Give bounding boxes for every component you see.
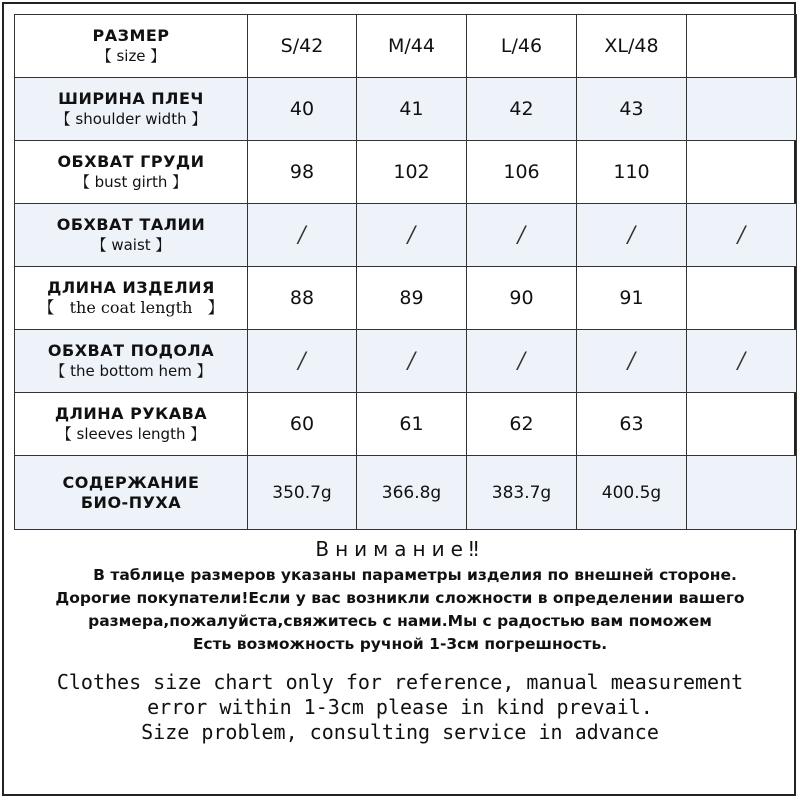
value-cell (357, 204, 467, 267)
row-label-ru-second-line: БИО-ПУХА (80, 492, 182, 512)
size-cell (467, 15, 577, 78)
note-en-line: error within 1-3cm please in kind prevail. (147, 695, 653, 719)
measurement-value: / (737, 222, 746, 248)
value-cell (687, 141, 797, 204)
table-row-down-content (15, 456, 797, 530)
measurement-value: 350.7g (272, 482, 332, 503)
row-label (15, 456, 248, 530)
row-label-en: 【 waist 】 (91, 236, 171, 254)
value-cell (467, 456, 577, 530)
value-cell (248, 141, 357, 204)
note-ru-line: В таблице размеров указаны параметры изделия по внешней стороне. (93, 566, 737, 584)
value-cell (357, 456, 467, 530)
size-cell (357, 15, 467, 78)
value-cell (357, 330, 467, 393)
measurement-value: 40 (289, 98, 315, 120)
row-label-ru: ДЛИНА РУКАВА (54, 404, 208, 423)
measurement-value: 63 (619, 413, 644, 435)
table-row-shoulder-width (15, 78, 797, 141)
row-label-en: 【 the bottom hem 】 (50, 362, 212, 380)
size-label: M/44 (388, 35, 435, 57)
row-label (15, 141, 248, 204)
row-label (15, 15, 248, 78)
note-ru-line: Дорогие покупатели!Если у вас возникли сложности в определении вашего (55, 589, 745, 607)
value-cell (248, 267, 357, 330)
value-cell (687, 456, 797, 530)
table-header-row (15, 15, 797, 78)
note-en-block (0, 670, 800, 745)
value-cell (577, 267, 687, 330)
size-label: L/46 (500, 35, 543, 57)
size-cell (248, 15, 357, 78)
size-label: S/42 (280, 35, 324, 57)
note-en-line: Clothes size chart only for reference, manual measurement (56, 670, 744, 694)
measurement-value: 89 (399, 287, 424, 309)
table-row-coat-length (15, 267, 797, 330)
measurement-value: 42 (509, 98, 534, 120)
row-label (15, 78, 248, 141)
value-cell (687, 267, 797, 330)
value-cell (577, 456, 687, 530)
value-cell (687, 330, 797, 393)
row-label (15, 330, 248, 393)
measurement-value: 41 (399, 98, 424, 120)
measurement-value: 383.7g (491, 482, 552, 503)
value-cell (577, 141, 687, 204)
value-cell (577, 330, 687, 393)
value-cell (577, 78, 687, 141)
value-cell (357, 78, 467, 141)
measurement-value: 106 (503, 161, 540, 183)
measurement-value: 60 (289, 413, 315, 435)
value-cell (248, 456, 357, 530)
row-label-ru: СОДЕРЖАНИЕ (62, 472, 200, 492)
measurement-value: 90 (509, 287, 534, 309)
measurement-value: / (517, 222, 526, 248)
notes-section (0, 530, 800, 745)
value-cell (248, 393, 357, 456)
row-label-en: 【 the coat length 】 (38, 298, 224, 317)
note-ru-line: Есть возможность ручной 1-3см погрешность. (192, 635, 608, 653)
row-label-en: 【 bust girth 】 (74, 173, 188, 191)
measurement-value: / (407, 222, 416, 248)
value-cell (248, 78, 357, 141)
measurement-value: / (298, 222, 306, 248)
measurement-value: 91 (619, 287, 644, 309)
measurement-value: 102 (393, 161, 430, 183)
table-row-bust-girth (15, 141, 797, 204)
row-label-ru: ОБХВАТ ГРУДИ (57, 152, 205, 171)
row-label-ru: ДЛИНА ИЗДЕЛИЯ (47, 278, 215, 297)
value-cell (687, 393, 797, 456)
measurement-value: / (407, 348, 416, 374)
value-cell (248, 330, 357, 393)
table-row-waist (15, 204, 797, 267)
size-cell (577, 15, 687, 78)
value-cell (467, 330, 577, 393)
row-label-en: 【 shoulder width 】 (55, 110, 207, 128)
measurement-value: 43 (619, 98, 644, 120)
table-row-sleeves-length (15, 393, 797, 456)
size-label: XL/48 (604, 35, 659, 57)
value-cell (357, 141, 467, 204)
value-cell (467, 267, 577, 330)
value-cell (687, 78, 797, 141)
measurement-value: / (627, 222, 636, 248)
row-label (15, 393, 248, 456)
row-label-ru: ОБХВАТ ТАЛИИ (56, 215, 206, 234)
value-cell (467, 141, 577, 204)
attention-heading: Внимание‼ (315, 537, 485, 561)
table-row-bottom-hem (15, 330, 797, 393)
value-cell (467, 393, 577, 456)
value-cell (467, 78, 577, 141)
row-label (15, 204, 248, 267)
measurement-value: 61 (399, 413, 424, 435)
measurement-value: 110 (613, 161, 650, 183)
value-cell (687, 204, 797, 267)
value-cell (577, 204, 687, 267)
measurement-value: / (627, 348, 636, 374)
measurement-value: 400.5g (601, 482, 662, 503)
measurement-value: 62 (509, 413, 534, 435)
measurement-value: 88 (289, 287, 315, 309)
note-ru-line: размера,пожалуйста,свяжитесь с нами.Мы с радостью вам поможем (88, 612, 712, 630)
row-label-ru: ОБХВАТ ПОДОЛА (47, 341, 215, 360)
size-cell (687, 15, 797, 78)
measurement-value: 366.8g (381, 482, 442, 503)
measurement-value: 98 (289, 161, 315, 183)
value-cell (467, 204, 577, 267)
value-cell (357, 267, 467, 330)
measurement-value: / (737, 348, 746, 374)
row-label (15, 267, 248, 330)
value-cell (357, 393, 467, 456)
row-label-ru: РАЗМЕР (92, 26, 170, 45)
value-cell (577, 393, 687, 456)
row-label-en: 【 sleeves length 】 (56, 425, 206, 443)
row-label-en: 【 size 】 (96, 47, 166, 65)
size-table (14, 14, 797, 530)
measurement-value: / (517, 348, 526, 374)
row-label-ru: ШИРИНА ПЛЕЧ (58, 89, 204, 108)
value-cell (248, 204, 357, 267)
measurement-value: / (298, 348, 306, 374)
note-en-line: Size problem, consulting service in advance (141, 720, 659, 744)
